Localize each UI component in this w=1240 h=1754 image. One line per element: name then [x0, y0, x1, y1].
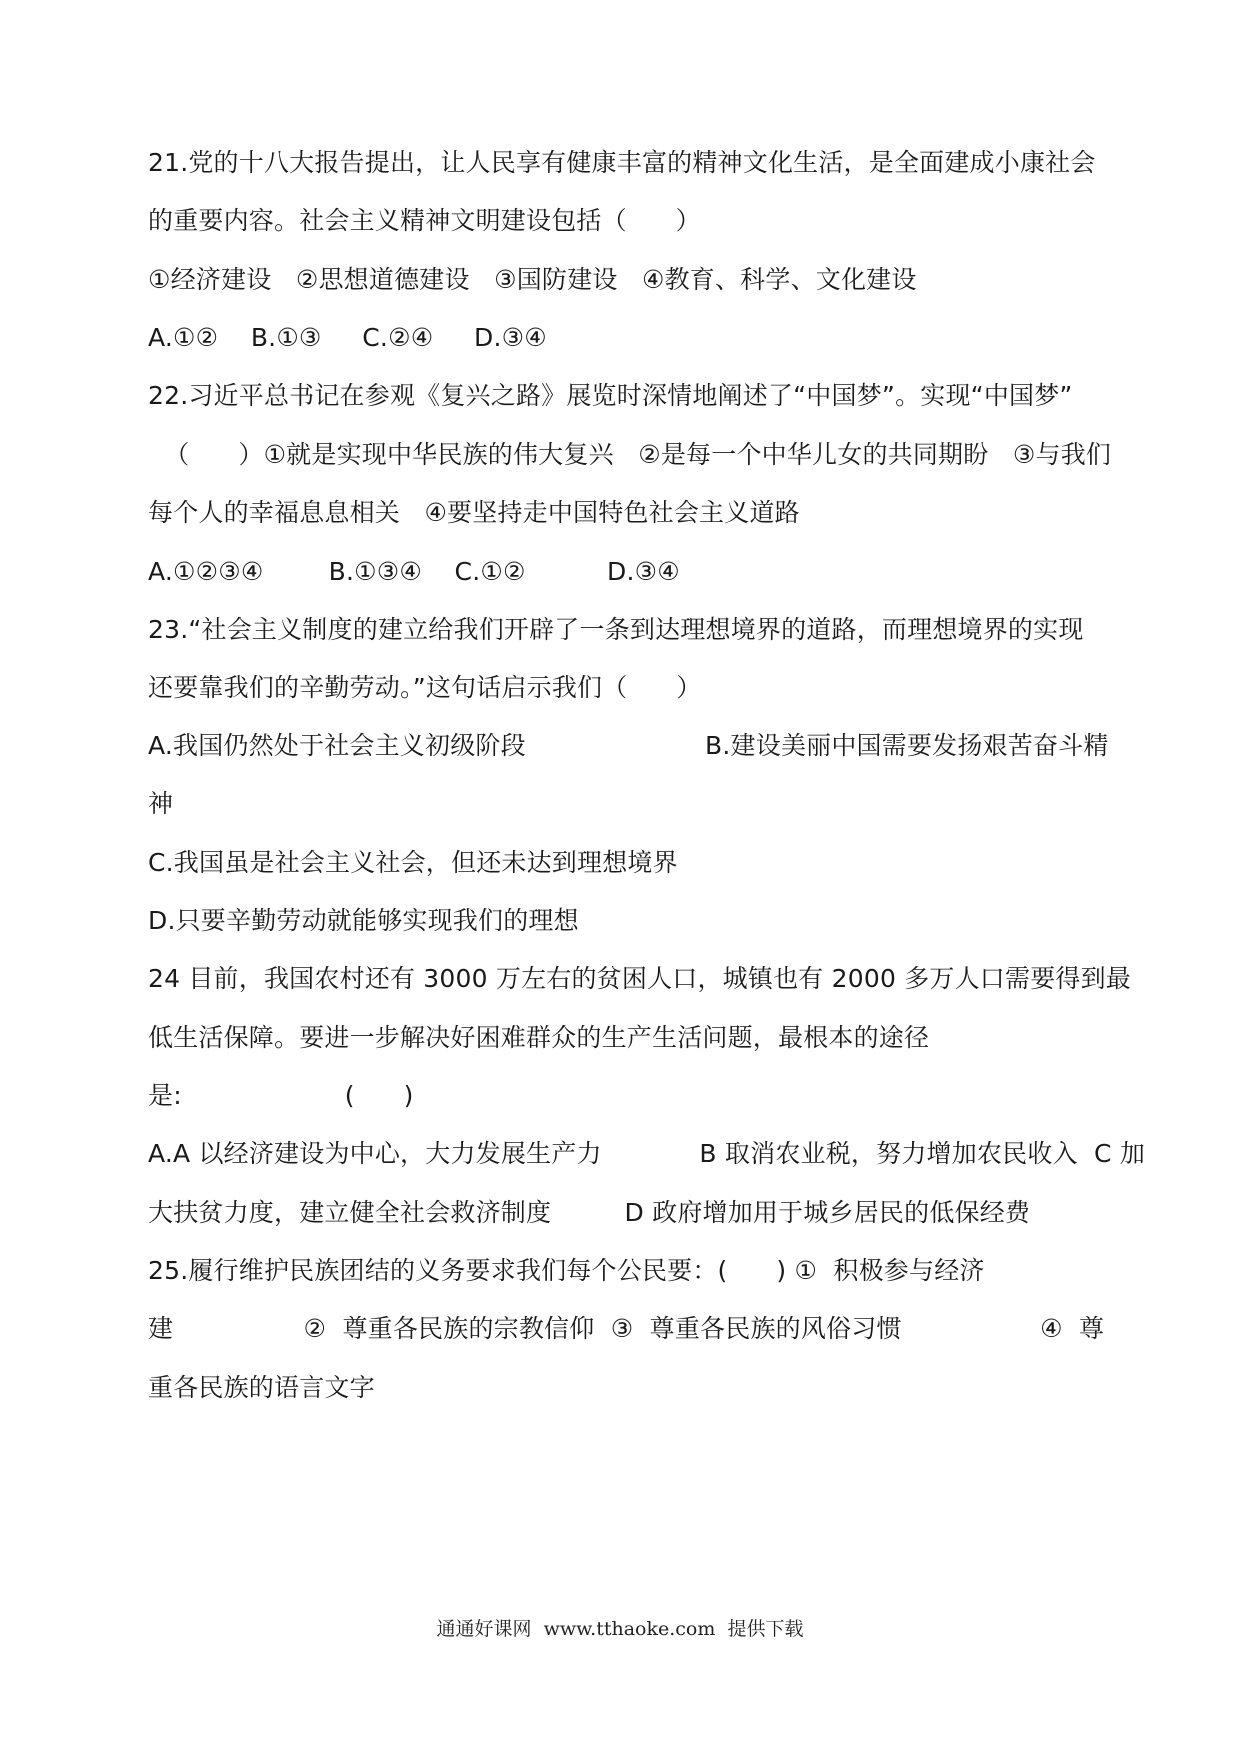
- question-22-options: A.①②③④ B.①③④ C.①② D.③④: [148, 557, 680, 586]
- question-23-line-1: 23.“社会主义制度的建立给我们开辟了一条到达理想境界的道路，而理想境界的实现: [148, 615, 1084, 644]
- question-22-line-2: （ ）①就是实现中华民族的伟大复兴 ②是每一个中华儿女的共同期盼 ③与我们: [148, 440, 1112, 469]
- question-21-line-2: 的重要内容。社会主义精神文明建设包括（ ）: [148, 206, 701, 235]
- question-23-option-d: D.只要辛勤劳动就能够实现我们的理想: [148, 906, 579, 935]
- question-23-line-2: 还要靠我们的辛勤劳动。”这句话启示我们（ ）: [148, 673, 702, 702]
- question-25-line-1: 25.履行维护民族团结的义务要求我们每个公民要：( ) ① 积极参与经济: [148, 1256, 985, 1285]
- question-22-line-1: 22.习近平总书记在参观《复兴之路》展览时深情地阐述了“中国梦”。实现“中国梦”: [148, 381, 1073, 410]
- question-23-option-b-wrap: 神: [148, 789, 174, 818]
- question-25-line-2: 建 ② 尊重各民族的宗教信仰 ③ 尊重各民族的风俗习惯 ④ 尊: [148, 1314, 1105, 1343]
- page-footer: 通通好课网 www.tthaoke.com 提供下载: [436, 1618, 804, 1640]
- question-24-line-3: 是: ( ): [148, 1081, 414, 1110]
- question-21-statements: ①经济建设 ②思想道德建设 ③国防建设 ④教育、科学、文化建设: [148, 265, 917, 294]
- question-21-line-1: 21.党的十八大报告提出，让人民享有健康丰富的精神文化生活，是全面建成小康社会: [148, 148, 1096, 177]
- question-21-options: A.①② B.①③ C.②④ D.③④: [148, 323, 547, 352]
- question-23-options-ab: A.我国仍然处于社会主义初级阶段 B.建设美丽中国需要发扬艰苦奋斗精: [148, 731, 1109, 760]
- question-25-line-3: 重各民族的语言文字: [148, 1373, 375, 1402]
- question-24-options-line-1: A.A 以经济建设为中心，大力发展生产力 B 取消农业税，努力增加农民收入 C 加: [148, 1139, 1146, 1168]
- question-24-line-1: 24 目前，我国农村还有 3000 万左右的贫困人口，城镇也有 2000 多万人口需要得到最: [148, 964, 1131, 993]
- question-24-options-line-2: 大扶贫力度，建立健全社会救济制度 D 政府增加用于城乡居民的低保经费: [148, 1198, 1031, 1227]
- question-23-option-c: C.我国虽是社会主义社会，但还未达到理想境界: [148, 848, 678, 877]
- question-24-line-2: 低生活保障。要进一步解决好困难群众的生产生活问题，最根本的途径: [148, 1023, 930, 1052]
- question-22-line-3: 每个人的幸福息息相关 ④要坚持走中国特色社会主义道路: [148, 498, 800, 527]
